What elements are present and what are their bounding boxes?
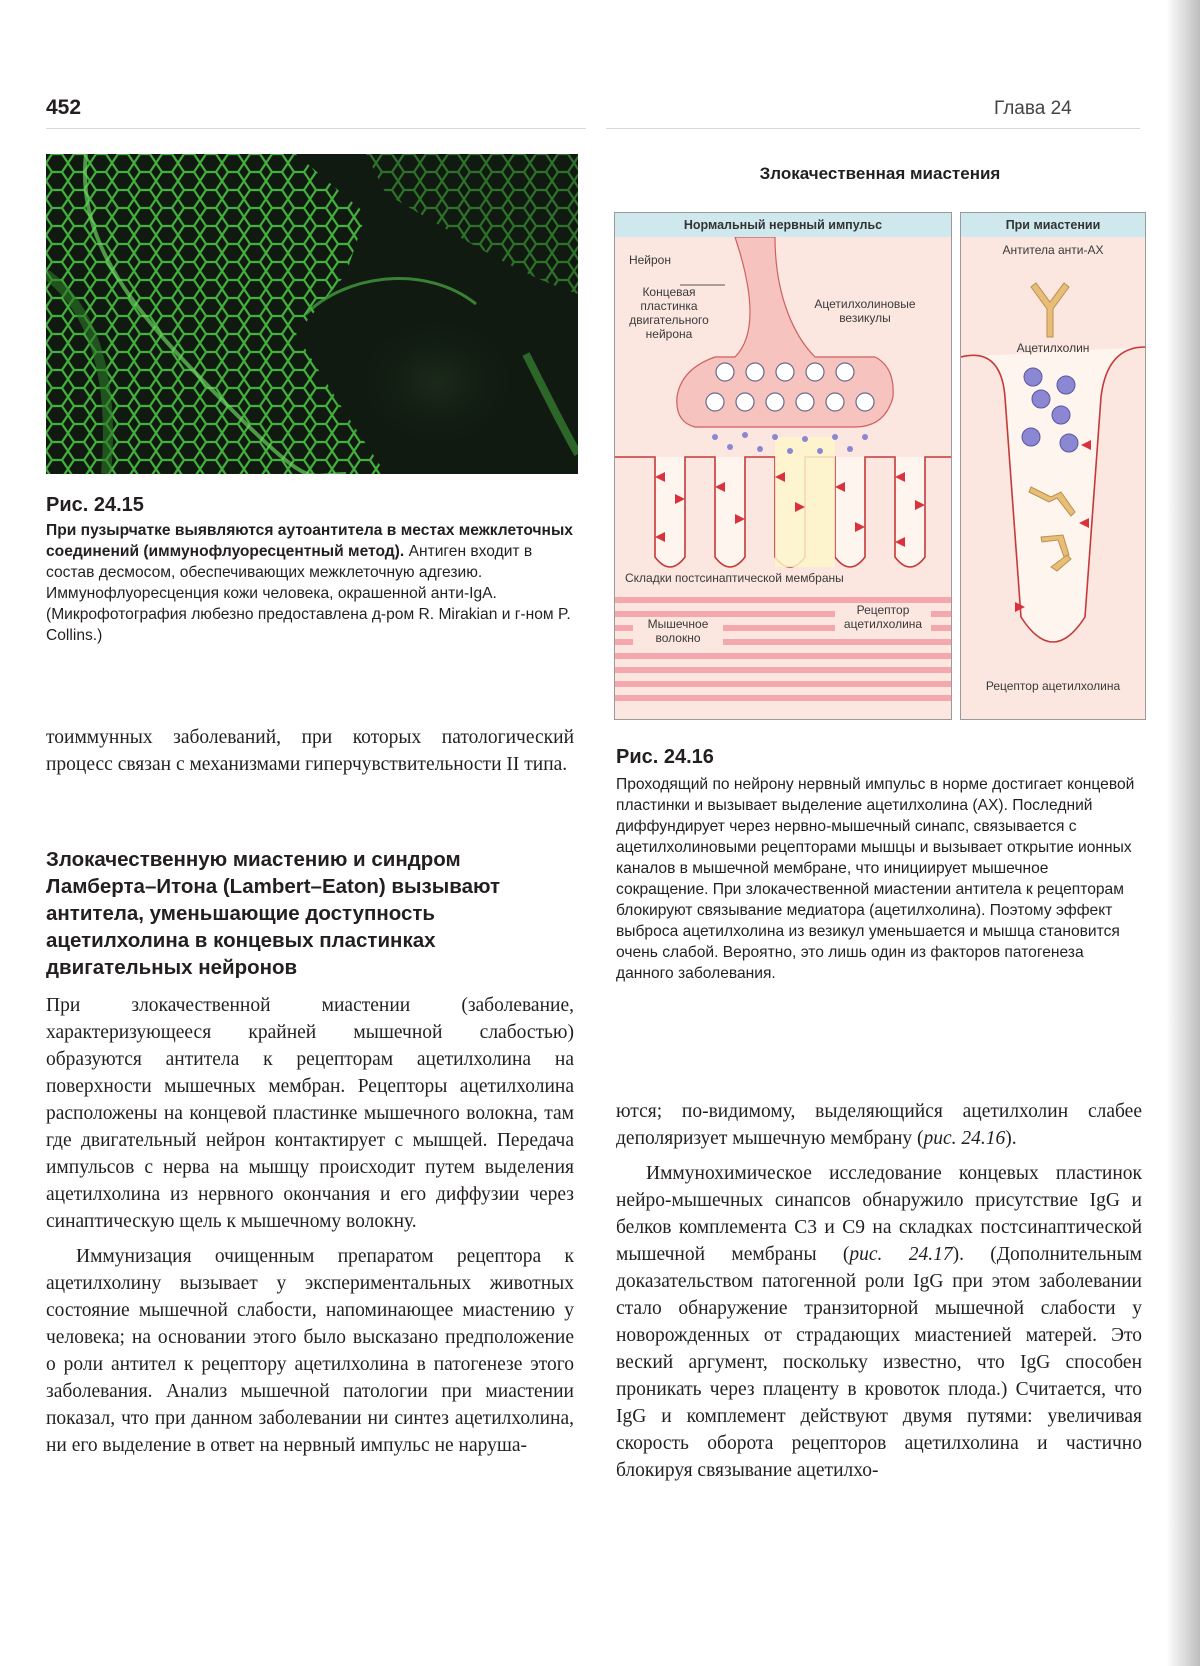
figure-24-16-title: Злокачественная миастения [759, 164, 1001, 183]
page-edge-shadow [1166, 0, 1200, 1666]
label-receptor: Рецептор ацетилхолина [835, 603, 931, 631]
figure-24-15-label: Рис. 24.15 [46, 494, 144, 516]
label-end-plate: Концевая пластинка двигательного нейрона [629, 285, 709, 341]
paragraph-myasthenia: При злокачественной миастении (заболевание, характеризующееся крайней мышечной слабостью) образуются антитела к рецепторам ацетилхолина на поверхности мышечных мембран. Рецепторы ацетилхолина расположены на концевой пластинке мышечного волокна, там где двигательный нейрон контактирует с мышцей. Передача импульсов с нерва на мышцу происходит путем выделения ацетилхолина из нервного окончания и его диффузии через синаптическую щель к мышечному волокну. [46, 995, 574, 1232]
figure-ref-24-17: рис. 24.17 [849, 1244, 953, 1265]
para2-end: ). (Дополнительным доказательством патогенной роли IgG при этом заболевании стало обнаружение транзиторной мышечной слабости у новорожденных от страдающих миастенией матерей. Это веский аргумент, поскольку известно, что IgG способен проникать через плаценту в кровоток плода.) Считается, что IgG и комплемент действуют двумя путями: увеличивая скорость оборота рецепторов ацетилхолина и частично блокируя связывание ацетилхо- [616, 1244, 1143, 1481]
left-intro-paragraph [46, 724, 574, 778]
section-heading: Злокачественную миастению и синдром Ламберта–Итона (Lambert–Eaton) вызывают антитела, уменьшающие доступность ацетилхолина в концевых пластинках двигательных нейронов [46, 848, 501, 979]
paragraph-immunochemistry [616, 1160, 1142, 1484]
figure-ref-24-16: рис. 24.16 [923, 1128, 1006, 1149]
figure-24-16-label: Рис. 24.16 [616, 746, 714, 768]
figure-24-15-caption-text: Антиген входит в состав десмосом, обеспечивающих межклеточную адгезию. Иммунофлуоресценция кожи человека, окрашенной анти-IgA. (Микрофотография любезно предоставлена д-ром R. Mirakian и г-ном P. Collins.) [46, 543, 571, 644]
intro-text: тоиммунных заболеваний, при которых патологический процесс связан с механизмами гиперчувствительности II типа. [46, 727, 574, 775]
figure-24-16-caption: Проходящий по нейрону нервный импульс в норме достигает концевой пластинки и вызывает выделение ацетилхолина (АХ). Последний диффундирует через нервно-мышечный синапс, связывается с ацетилхолиновыми рецепторами мышцы и вызывает открытие ионных каналов в мышечной мембране, что инициирует мышечное сокращение. При злокачественной миастении антитела к рецепторам блокируют связывание медиатора (ацетилхолина). Поэтому эффект выброса ацетилхолина из везикул уменьшается и мышца становится очень слабой. Вероятно, это лишь один из факторов патогенеза данного заболевания. [616, 776, 1135, 982]
left-body [46, 992, 574, 1459]
header-rule-left [46, 128, 586, 129]
paragraph-immunization: Иммунизация очищенным препаратом рецептора к ацетилхолину вызывает у экспериментальных животных состояние мышечной слабости, напоминающее миастению у человека; на основании этого было высказано предположение о роли антител к рецептору ацетилхолина в патогенезе этого заболевания. Анализ мышечной патологии при миастении показал, что при данном заболевании ни синтез ацетилхолина, ни его выделение в ответ на нервный импульс не наруша- [46, 1246, 574, 1456]
figure-24-15-caption-bold: При пузырчатке выявляются аутоантитела в местах межклеточных соединений (иммунофлуоресцентный метод). [46, 522, 573, 560]
paragraph-depolarization [616, 1098, 1142, 1152]
panel-myasthenia-title: При миастении [961, 213, 1145, 237]
page-number: 452 [46, 96, 82, 119]
micrograph-image [46, 154, 578, 474]
label-neuron: Нейрон [628, 253, 671, 267]
label-receptor-right: Рецептор ацетилхолина [985, 679, 1121, 693]
para2-text: Иммунохимическое исследование концевых пластинок нейро-мышечных синапсов обнаружило присутствие IgG и белков комплемента C3 и C9 на складках постсинаптической мышечной мембраны ( [616, 1163, 1142, 1265]
right-body [616, 1098, 1142, 1484]
label-vesicles: Ацетилхолиновые везикулы [814, 297, 916, 325]
panel-myasthenia [960, 212, 1146, 720]
label-antibodies: Антитела анти-АХ [1002, 243, 1104, 257]
figure-24-15-caption [46, 520, 576, 646]
header-rule-right [606, 128, 1140, 129]
chapter-label: Глава 24 [994, 98, 1072, 119]
label-folds: Складки постсинаптической мембраны [625, 571, 844, 585]
panel-normal-impulse [614, 212, 952, 720]
label-acetylcholine: Ацетилхолин [1016, 341, 1090, 355]
para1-text: ются; по-видимому, выделяющийся ацетилхолин слабее деполяризует мышечную мембрану ( [616, 1101, 1142, 1149]
para1-end: ). [1005, 1128, 1017, 1149]
myasthenia-diagram [961, 237, 1145, 719]
panel-normal-title: Нормальный нервный импульс [615, 213, 951, 237]
label-muscle-fiber: Мышечное волокно [633, 617, 723, 645]
